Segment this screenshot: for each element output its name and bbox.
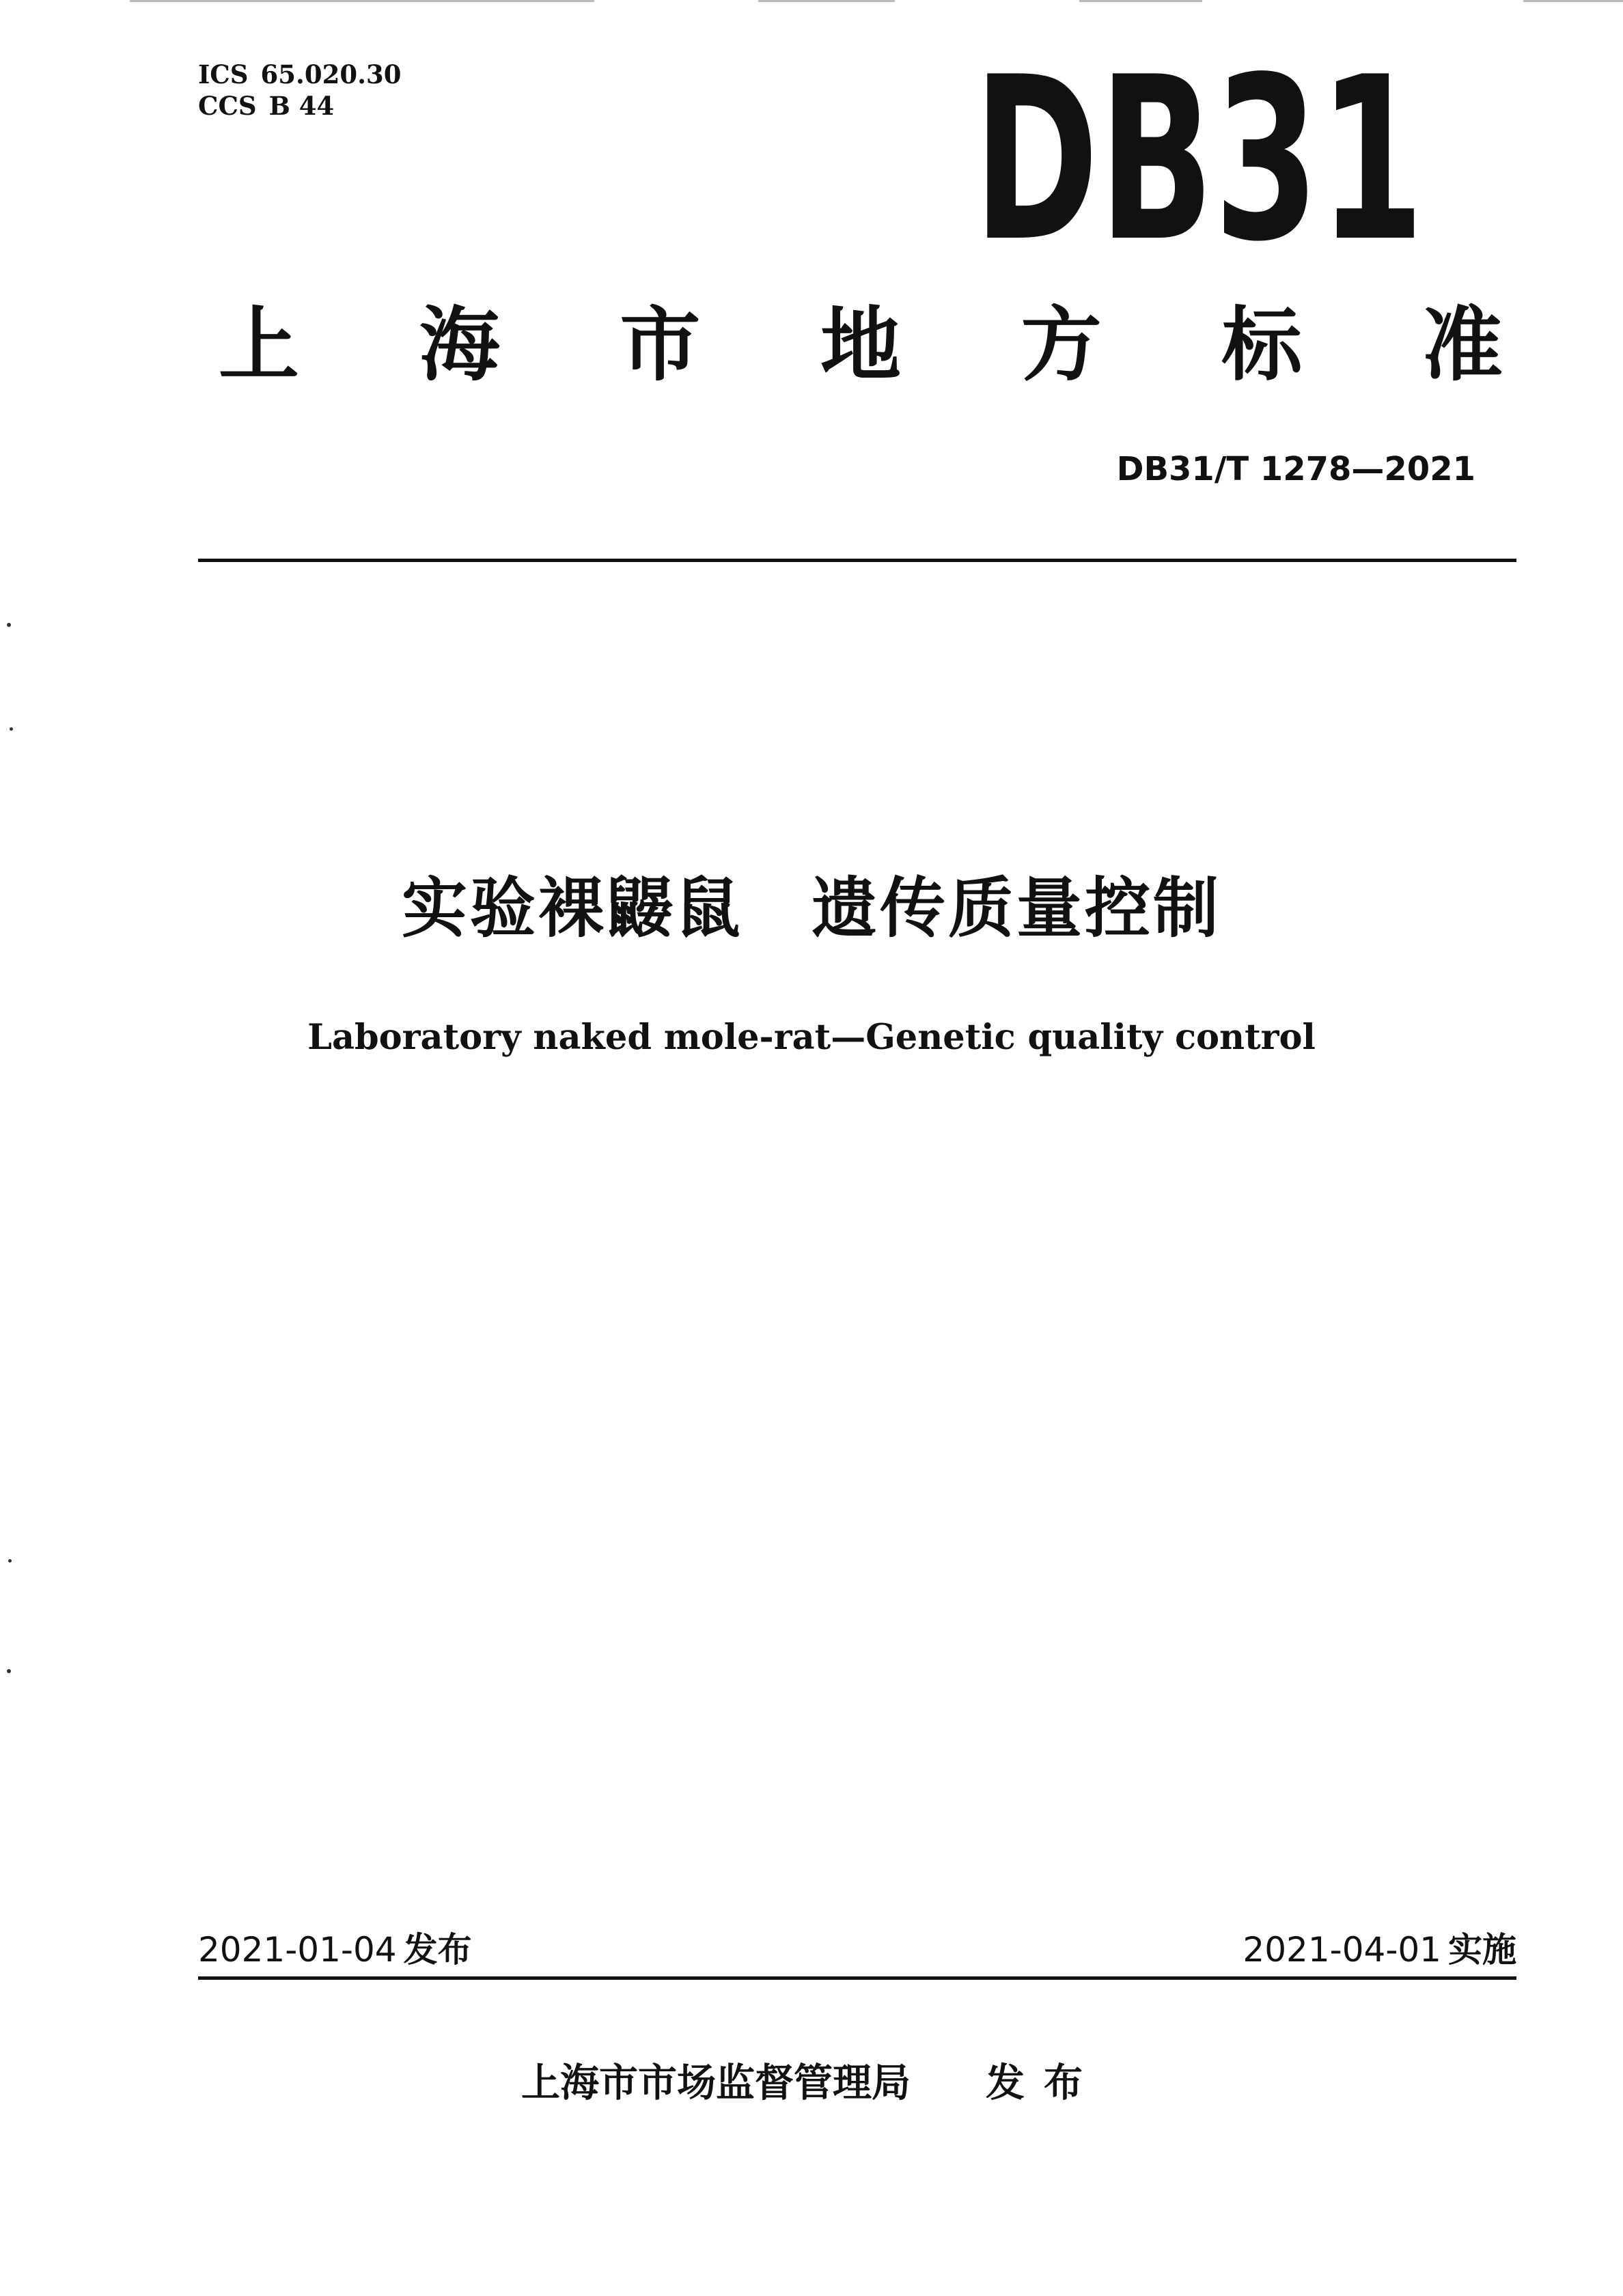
title-char: 海 bbox=[419, 298, 500, 392]
standard-category-title bbox=[219, 290, 1503, 400]
publisher-name: 上海市市场监督管理局 bbox=[521, 2060, 911, 2105]
issue-date: 2021-01-04 bbox=[198, 1930, 397, 1970]
scan-mark bbox=[1523, 0, 1623, 2]
title-char: 方 bbox=[1021, 298, 1102, 392]
scan-speck bbox=[10, 727, 13, 731]
document-title-chinese: 实验裸鼹鼠 遗传质量控制 bbox=[402, 870, 1221, 947]
publisher-line bbox=[0, 2056, 1623, 2110]
implement-date-block bbox=[1243, 1926, 1516, 1974]
title-char: 准 bbox=[1421, 298, 1503, 392]
ics-code: 65.020.30 bbox=[260, 59, 402, 89]
publisher-action: 发布 bbox=[986, 2060, 1102, 2105]
issue-date-block bbox=[198, 1926, 472, 1974]
implement-date: 2021-04-01 bbox=[1243, 1930, 1441, 1970]
bottom-divider bbox=[198, 1976, 1516, 1980]
scan-mark bbox=[758, 0, 895, 2]
document-title-english: Laboratory naked mole-rat—Genetic quality control bbox=[307, 1017, 1316, 1058]
top-divider bbox=[198, 559, 1516, 562]
scan-speck bbox=[7, 1669, 11, 1673]
db31-logo-text: DB31 bbox=[973, 29, 1424, 291]
db31-logo bbox=[973, 29, 1424, 291]
scan-mark bbox=[1079, 0, 1202, 2]
classification-codes bbox=[198, 59, 401, 122]
ics-label: ICS bbox=[198, 59, 249, 89]
standard-number: DB31/T 1278—2021 bbox=[1116, 450, 1475, 488]
title-char: 标 bbox=[1221, 298, 1303, 392]
scan-mark bbox=[130, 0, 594, 2]
ccs-code-row bbox=[198, 90, 401, 122]
scan-speck bbox=[7, 623, 11, 627]
ics-code-row bbox=[198, 59, 401, 90]
title-char: 市 bbox=[620, 298, 701, 392]
implement-label: 实施 bbox=[1448, 1930, 1516, 1970]
title-char: 上 bbox=[219, 298, 300, 392]
issue-label: 发布 bbox=[403, 1930, 472, 1970]
title-char: 地 bbox=[820, 298, 901, 392]
ccs-label: CCS bbox=[198, 91, 257, 121]
scan-speck bbox=[8, 1559, 12, 1563]
ccs-code: B 44 bbox=[268, 91, 335, 121]
